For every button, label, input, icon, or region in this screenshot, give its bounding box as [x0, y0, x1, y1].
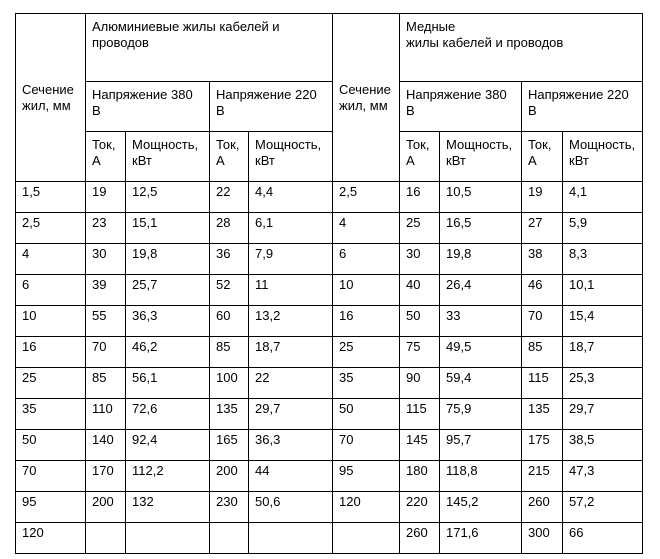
cell-cu-220-power: 29,7 — [563, 399, 643, 430]
cell-cu-section: 16 — [333, 306, 400, 337]
header-section-aluminum: Сечение жил, мм — [16, 14, 86, 182]
table-row — [16, 430, 643, 461]
cell-al-380-current — [86, 523, 126, 554]
cell-cu-380-current: 90 — [400, 368, 440, 399]
cell-cu-220-power: 5,9 — [563, 213, 643, 244]
cell-al-220-current: 60 — [210, 306, 249, 337]
cell-al-220-power — [249, 523, 333, 554]
table-row — [16, 399, 643, 430]
cell-al-380-current: 170 — [86, 461, 126, 492]
cell-al-380-power: 112,2 — [126, 461, 210, 492]
cell-cu-380-power: 49,5 — [440, 337, 522, 368]
cell-al-380-current: 140 — [86, 430, 126, 461]
cell-cu-section: 4 — [333, 213, 400, 244]
cell-al-220-current: 200 — [210, 461, 249, 492]
cell-cu-220-power: 18,7 — [563, 337, 643, 368]
cell-cu-380-power: 10,5 — [440, 182, 522, 213]
header-al-380-current: Ток, А — [86, 132, 126, 182]
cell-al-220-power: 7,9 — [249, 244, 333, 275]
table-row — [16, 182, 643, 213]
header-al-380-power: Мощность, кВт — [126, 132, 210, 182]
cell-cu-section — [333, 523, 400, 554]
header-al-220-power: Мощность, кВт — [249, 132, 333, 182]
cell-al-section: 1,5 — [16, 182, 86, 213]
cell-cu-220-current: 300 — [522, 523, 563, 554]
cell-al-220-current: 36 — [210, 244, 249, 275]
cell-cu-380-power: 33 — [440, 306, 522, 337]
cell-cu-220-current: 115 — [522, 368, 563, 399]
cell-al-380-power: 72,6 — [126, 399, 210, 430]
table-row — [16, 275, 643, 306]
cell-cu-220-current: 19 — [522, 182, 563, 213]
cell-cu-220-current: 175 — [522, 430, 563, 461]
table-row — [16, 523, 643, 554]
table-row — [16, 337, 643, 368]
cell-cu-380-power: 95,7 — [440, 430, 522, 461]
cell-al-380-current: 200 — [86, 492, 126, 523]
cell-cu-section: 25 — [333, 337, 400, 368]
table-row — [16, 461, 643, 492]
header-cu-voltage-380: Напряжение 380 В — [400, 82, 522, 132]
cell-al-section: 35 — [16, 399, 86, 430]
cell-al-section: 95 — [16, 492, 86, 523]
cell-al-section: 10 — [16, 306, 86, 337]
cell-cu-220-current: 38 — [522, 244, 563, 275]
cell-cu-380-current: 30 — [400, 244, 440, 275]
cell-cu-380-power: 19,8 — [440, 244, 522, 275]
cell-cu-220-power: 8,3 — [563, 244, 643, 275]
cell-cu-section: 95 — [333, 461, 400, 492]
cell-cu-section: 10 — [333, 275, 400, 306]
cell-al-section: 25 — [16, 368, 86, 399]
cell-cu-380-power: 75,9 — [440, 399, 522, 430]
cell-cu-380-power: 16,5 — [440, 213, 522, 244]
header-aluminum-group: Алюминиевые жилы кабелей и проводов — [86, 14, 333, 82]
cell-cu-380-current: 16 — [400, 182, 440, 213]
cell-al-380-current: 85 — [86, 368, 126, 399]
cell-al-220-current: 165 — [210, 430, 249, 461]
table-header — [16, 14, 643, 182]
cell-cu-380-current: 220 — [400, 492, 440, 523]
cell-al-380-current: 70 — [86, 337, 126, 368]
cell-cu-section: 120 — [333, 492, 400, 523]
cell-cu-380-current: 40 — [400, 275, 440, 306]
header-al-220-current: Ток, А — [210, 132, 249, 182]
cell-al-220-current — [210, 523, 249, 554]
cell-cu-380-current: 260 — [400, 523, 440, 554]
table-row — [16, 213, 643, 244]
cell-al-220-current: 230 — [210, 492, 249, 523]
cell-al-380-power: 25,7 — [126, 275, 210, 306]
copper-group-line1: Медные — [406, 19, 456, 34]
cell-al-220-power: 36,3 — [249, 430, 333, 461]
cell-al-section: 6 — [16, 275, 86, 306]
cell-cu-380-power: 171,6 — [440, 523, 522, 554]
cell-cu-section: 50 — [333, 399, 400, 430]
cell-cu-380-power: 59,4 — [440, 368, 522, 399]
cell-al-380-current: 110 — [86, 399, 126, 430]
table-body — [16, 182, 643, 554]
cell-al-section: 70 — [16, 461, 86, 492]
cell-al-section: 120 — [16, 523, 86, 554]
cell-cu-220-power: 10,1 — [563, 275, 643, 306]
cell-cu-220-power: 15,4 — [563, 306, 643, 337]
header-cu-voltage-220: Напряжение 220 В — [522, 82, 643, 132]
cell-cu-380-power: 145,2 — [440, 492, 522, 523]
cell-al-220-current: 85 — [210, 337, 249, 368]
cell-cu-220-power: 66 — [563, 523, 643, 554]
cell-cu-220-power: 57,2 — [563, 492, 643, 523]
cell-cu-220-current: 46 — [522, 275, 563, 306]
cell-al-220-power: 22 — [249, 368, 333, 399]
cell-cu-380-current: 25 — [400, 213, 440, 244]
cell-al-220-power: 18,7 — [249, 337, 333, 368]
cell-cu-220-power: 25,3 — [563, 368, 643, 399]
cell-al-380-power: 36,3 — [126, 306, 210, 337]
cell-al-220-power: 11 — [249, 275, 333, 306]
cell-al-380-power: 132 — [126, 492, 210, 523]
cell-cu-section: 2,5 — [333, 182, 400, 213]
table-row — [16, 492, 643, 523]
cell-al-220-power: 29,7 — [249, 399, 333, 430]
header-cu-380-power: Мощность, кВт — [440, 132, 522, 182]
cell-cu-220-power: 4,1 — [563, 182, 643, 213]
cell-al-380-current: 23 — [86, 213, 126, 244]
cell-cu-220-current: 215 — [522, 461, 563, 492]
cell-al-380-current: 30 — [86, 244, 126, 275]
cell-al-380-power: 19,8 — [126, 244, 210, 275]
cell-cu-220-current: 135 — [522, 399, 563, 430]
cell-al-380-power: 12,5 — [126, 182, 210, 213]
cell-al-220-power: 4,4 — [249, 182, 333, 213]
header-cu-220-current: Ток, А — [522, 132, 563, 182]
cell-al-220-current: 135 — [210, 399, 249, 430]
cell-cu-section: 70 — [333, 430, 400, 461]
table-row — [16, 368, 643, 399]
cell-al-380-power: 92,4 — [126, 430, 210, 461]
cell-cu-220-power: 38,5 — [563, 430, 643, 461]
header-al-voltage-220: Напряжение 220 В — [210, 82, 333, 132]
cell-cu-380-current: 115 — [400, 399, 440, 430]
cell-al-220-current: 28 — [210, 213, 249, 244]
cell-cu-380-current: 75 — [400, 337, 440, 368]
cell-al-380-current: 55 — [86, 306, 126, 337]
cell-cu-380-current: 145 — [400, 430, 440, 461]
cell-al-section: 16 — [16, 337, 86, 368]
cell-cu-380-current: 50 — [400, 306, 440, 337]
cell-al-380-current: 19 — [86, 182, 126, 213]
cell-al-220-current: 52 — [210, 275, 249, 306]
cell-al-380-power: 56,1 — [126, 368, 210, 399]
cell-al-380-power: 46,2 — [126, 337, 210, 368]
cell-al-220-power: 44 — [249, 461, 333, 492]
header-section-copper: Сечение жил, мм — [333, 14, 400, 182]
cell-cu-220-current: 260 — [522, 492, 563, 523]
cell-al-220-power: 50,6 — [249, 492, 333, 523]
cell-al-220-current: 100 — [210, 368, 249, 399]
cell-al-220-power: 13,2 — [249, 306, 333, 337]
table-row — [16, 244, 643, 275]
cable-load-table — [15, 13, 643, 554]
header-cu-380-current: Ток, А — [400, 132, 440, 182]
cell-al-section: 4 — [16, 244, 86, 275]
cell-al-380-power — [126, 523, 210, 554]
copper-group-line2: жилы кабелей и проводов — [406, 35, 564, 50]
cell-cu-380-power: 118,8 — [440, 461, 522, 492]
cell-cu-220-current: 27 — [522, 213, 563, 244]
cell-al-220-current: 22 — [210, 182, 249, 213]
cell-al-section: 50 — [16, 430, 86, 461]
header-cu-220-power: Мощность, кВт — [563, 132, 643, 182]
cell-cu-380-current: 180 — [400, 461, 440, 492]
cell-cu-220-current: 85 — [522, 337, 563, 368]
cell-cu-220-current: 70 — [522, 306, 563, 337]
cell-al-380-current: 39 — [86, 275, 126, 306]
cell-cu-380-power: 26,4 — [440, 275, 522, 306]
cell-cu-section: 6 — [333, 244, 400, 275]
cell-al-220-power: 6,1 — [249, 213, 333, 244]
cell-al-section: 2,5 — [16, 213, 86, 244]
cell-al-380-power: 15,1 — [126, 213, 210, 244]
cell-cu-220-power: 47,3 — [563, 461, 643, 492]
header-al-voltage-380: Напряжение 380 В — [86, 82, 210, 132]
header-copper-group — [400, 14, 643, 82]
cell-cu-section: 35 — [333, 368, 400, 399]
table-row — [16, 306, 643, 337]
